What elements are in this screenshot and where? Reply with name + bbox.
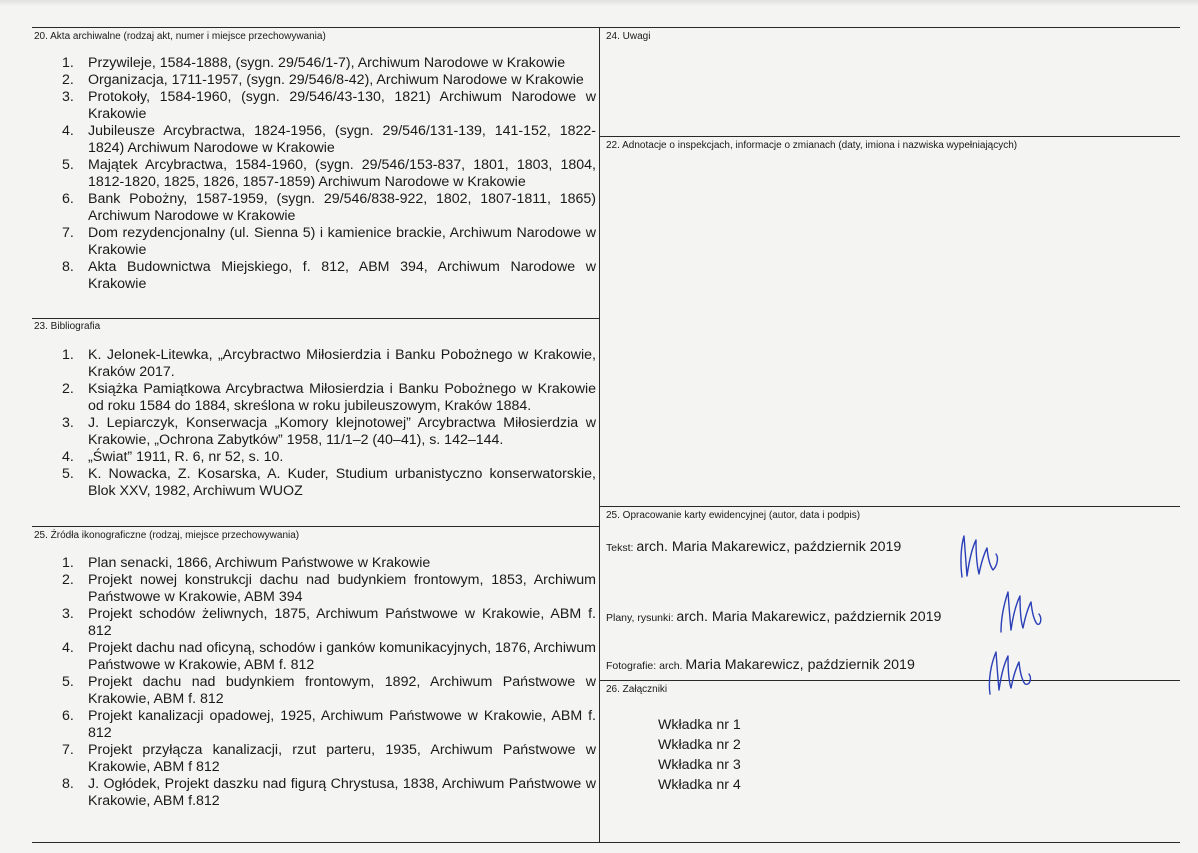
- bibliography-item-number: 4.: [62, 449, 74, 465]
- authorship-text-value: arch. Maria Makarewicz, październik 2019: [636, 539, 902, 555]
- authorship-text-label: Tekst:: [606, 542, 634, 554]
- archival-item: [34, 259, 596, 293]
- inspections-section-label: 22. Adnotacje o inspekcjach, informacje o zmianach (daty, imiona i nazwiska wypełniających): [606, 140, 1018, 151]
- rule-top: [32, 27, 1180, 28]
- iconographic-item: [34, 742, 596, 776]
- bibliography-item: [34, 347, 596, 381]
- iconographic-item: [34, 572, 596, 606]
- archival-section-label: 20. Akta archiwalne (rodzaj akt, numer i miejsce przechowywania): [34, 31, 326, 42]
- archival-item-text: Akta Budownictwa Miejskiego, f. 812, ABM 394, Archiwum Narodowe w Krakowie: [88, 259, 596, 292]
- scan-top-edge: [0, 0, 1198, 6]
- iconographic-item-text: Projekt dachu nad budynkiem frontowym, 1892, Archiwum Państwowe w Krakowie, ABM f. 812: [88, 674, 596, 707]
- iconographic-item: [34, 640, 596, 674]
- archival-item-number: 3.: [62, 89, 74, 105]
- rule-bottom: [32, 842, 1180, 843]
- bibliography-item-text: J. Lepiarczyk, Konserwacja „Komory klejnotowej” Arcybractwa Miłosierdzia w Krakowie, „Ochrona Zabytków” 1958, 11/1–2 (40–41), s. 142–144.: [88, 415, 596, 448]
- rule-center: [599, 27, 600, 842]
- bibliography-item-text: Książka Pamiątkowa Arcybractwa Miłosierdzia i Banku Pobożnego w Krakowie od roku 1584 do 1884, skreślona w roku jubileuszowym, Kraków 1884.: [88, 381, 596, 414]
- rule-left-23: [32, 318, 600, 319]
- authorship-photos-value: Maria Makarewicz, październik 2019: [685, 657, 915, 673]
- iconographic-item: [34, 776, 596, 810]
- signature-plans: [995, 588, 1045, 636]
- archival-item-number: 2.: [62, 72, 74, 88]
- archival-item-number: 6.: [62, 191, 74, 207]
- archival-item-number: 7.: [62, 225, 74, 241]
- bibliography-item-text: „Świat” 1911, R. 6, nr 52, s. 10.: [88, 449, 284, 465]
- bibliography-item: [34, 381, 596, 415]
- iconographic-item-text: Projekt nowej konstrukcji dachu nad budynkiem frontowym, 1853, Archiwum Państwowe w Krakowie, ABM 394: [88, 572, 596, 605]
- iconographic-item: [34, 606, 596, 640]
- archival-item: [34, 225, 596, 259]
- archival-item-number: 8.: [62, 259, 74, 275]
- bibliography-item: [34, 449, 596, 466]
- archival-item-number: 1.: [62, 55, 74, 71]
- archival-item-text: Majątek Arcybractwa, 1584-1960, (sygn. 29/546/153-837, 1801, 1803, 1804, 1812-1820, 1825, 1826, 1857-1859) Archiwum Narodowe w Krakowie: [88, 157, 596, 190]
- archival-item-text: Organizacja, 1711-1957, (sygn. 29/546/8-42), Archiwum Narodowe w Krakowie: [88, 72, 584, 88]
- authorship-photos-label: Fotografie: arch.: [606, 660, 683, 672]
- iconographic-item-text: Projekt schodów żeliwnych, 1875, Archiwum Państwowe w Krakowie, ABM f. 812: [88, 606, 596, 639]
- bibliography-item-text: K. Jelonek-Litewka, „Arcybractwo Miłosierdzia i Banku Pobożnego w Krakowie, Kraków 2017.: [88, 347, 596, 380]
- remarks-section-label: 24. Uwagi: [606, 31, 651, 42]
- iconographic-item-text: Projekt kanalizacji opadowej, 1925, Archiwum Państwowe w Krakowie, ABM f. 812: [88, 708, 596, 741]
- archival-item-text: Bank Pobożny, 1587-1959, (sygn. 29/546/838-922, 1802, 1807-1811, 1865) Archiwum Narodowe w Krakowie: [88, 191, 596, 224]
- attachment-item: Wkładka nr 1: [658, 717, 741, 733]
- iconographic-list: [34, 555, 596, 810]
- attachments-section-label: 26. Załączniki: [606, 684, 668, 695]
- archival-item-text: Dom rezydencjonalny (ul. Sienna 5) i kamienice brackie, Archiwum Narodowe w Krakowie: [88, 225, 596, 258]
- iconographic-section-label: 25. Źródła ikonograficzne (rodzaj, miejsce przechowywania): [34, 530, 300, 541]
- bibliography-item: [34, 415, 596, 449]
- archival-item-text: Jubileusze Arcybractwa, 1824-1956, (sygn. 29/546/131-139, 141-152, 1822-1824) Archiwum Narodowe w Krakowie: [88, 123, 596, 156]
- archival-item: [34, 55, 596, 72]
- rule-left-25: [32, 526, 600, 527]
- archival-item: [34, 123, 596, 157]
- iconographic-item-number: 2.: [62, 572, 74, 588]
- iconographic-item-text: Projekt przyłącza kanalizacji, rzut parteru, 1935, Archiwum Państwowe w Krakowie, ABM f 812: [88, 742, 596, 775]
- authorship-plans-line: [606, 609, 941, 625]
- bibliography-item-text: K. Nowacka, Z. Kosarska, A. Kuder, Studium urbanistyczno konserwatorskie, Blok XXV, 1982, Archiwum WUOZ: [88, 466, 596, 499]
- attachment-item: Wkładka nr 2: [658, 737, 741, 753]
- iconographic-item-number: 8.: [62, 776, 74, 792]
- rule-right-25: [600, 506, 1180, 507]
- bibliography-item-number: 1.: [62, 347, 74, 363]
- iconographic-item: [34, 555, 596, 572]
- authorship-text-line: [606, 539, 901, 555]
- authorship-plans-value: arch. Maria Makarewicz, październik 2019: [676, 609, 942, 625]
- authorship-plans-label: Plany, rysunki:: [606, 612, 674, 624]
- authorship-photos-line: [606, 657, 915, 673]
- iconographic-item-text: J. Ogłódek, Projekt daszku nad figurą Chrystusa, 1838, Archiwum Państwowe w Krakowie, ABM f.812: [88, 776, 596, 809]
- iconographic-item-text: Plan senacki, 1866, Archiwum Państwowe w Krakowie: [88, 555, 431, 571]
- archival-item: [34, 157, 596, 191]
- attachments-list: [658, 715, 741, 795]
- signature-text: [956, 532, 1006, 582]
- archival-item: [34, 72, 596, 89]
- bibliography-list: [34, 347, 596, 500]
- signature-photos: [984, 646, 1038, 698]
- archival-item-text: Protokoły, 1584-1960, (sygn. 29/546/43-130, 1821) Archiwum Narodowe w Krakowie: [88, 89, 596, 122]
- bibliography-item-number: 3.: [62, 415, 74, 431]
- bibliography-item: [34, 466, 596, 500]
- bibliography-item-number: 5.: [62, 466, 74, 482]
- bibliography-item-number: 2.: [62, 381, 74, 397]
- attachment-item: Wkładka nr 4: [658, 777, 741, 793]
- rule-right-22: [600, 136, 1180, 137]
- iconographic-item-number: 3.: [62, 606, 74, 622]
- rule-right-26: [600, 680, 1180, 681]
- iconographic-item-number: 7.: [62, 742, 74, 758]
- bibliography-section-label: 23. Bibliografia: [34, 321, 101, 332]
- iconographic-item-number: 1.: [62, 555, 74, 571]
- attachment-item: Wkładka nr 3: [658, 757, 741, 773]
- archival-item-number: 5.: [62, 157, 74, 173]
- iconographic-item-number: 4.: [62, 640, 74, 656]
- archival-item-number: 4.: [62, 123, 74, 139]
- archival-item: [34, 191, 596, 225]
- iconographic-item: [34, 708, 596, 742]
- iconographic-item-number: 6.: [62, 708, 74, 724]
- iconographic-item-number: 5.: [62, 674, 74, 690]
- authorship-section-label: 25. Opracowanie karty ewidencyjnej (autor, data i podpis): [606, 510, 861, 521]
- archival-item: [34, 89, 596, 123]
- archival-list: [34, 55, 596, 293]
- iconographic-item-text: Projekt dachu nad oficyną, schodów i ganków komunikacyjnych, 1876, Archiwum Państwowe w Krakowie, ABM f. 812: [88, 640, 596, 673]
- iconographic-item: [34, 674, 596, 708]
- archival-item-text: Przywileje, 1584-1888, (sygn. 29/546/1-7), Archiwum Narodowe w Krakowie: [88, 55, 566, 71]
